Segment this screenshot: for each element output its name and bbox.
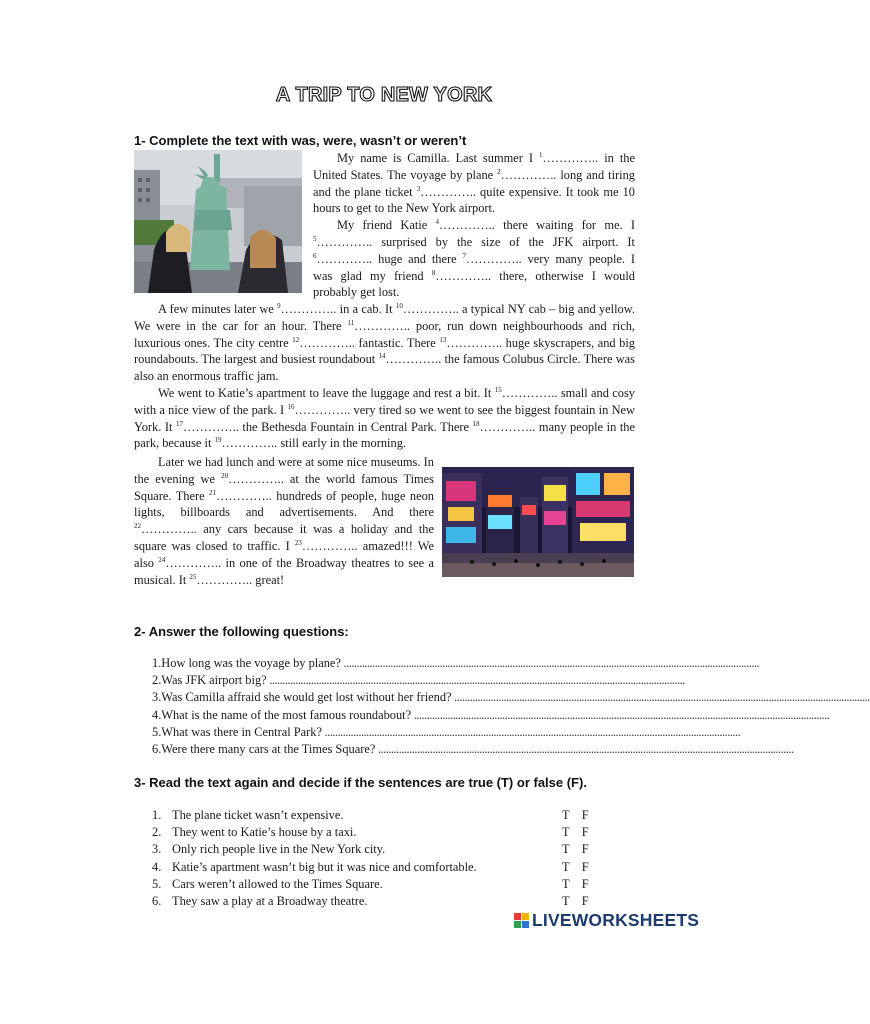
worksheet-title: A TRIP TO NEW YORK xyxy=(275,84,493,106)
answer-line[interactable]: ................................................................................................................................................................ xyxy=(321,724,741,739)
text-paragraph-3 xyxy=(134,454,434,588)
sentence-text: Katie’s apartment wasn’t big but it was nice and comfortable. xyxy=(172,859,477,874)
sentence-number: 1. xyxy=(152,808,162,823)
true-false-options[interactable]: T F xyxy=(562,842,589,857)
true-false-item xyxy=(152,824,602,841)
question-item xyxy=(152,741,794,758)
true-false-options[interactable]: T F xyxy=(562,894,589,909)
paragraph-katie-airport: My friend Katie $^4$………….. there waiting for me. I $^5$………….. surprised by the size of the JFK airport. It $^6$………….. huge and there $^7$………….. very many people. I was glad my friend $^8$………….. there, otherwise I would probably get lost. xyxy=(313,218,635,300)
question-text: What is the name of the most famous roundabout? xyxy=(161,707,412,722)
question-item xyxy=(152,724,741,741)
times-square-photo xyxy=(442,467,634,577)
liveworksheets-logo-icon xyxy=(514,913,529,928)
true-false-options[interactable]: T F xyxy=(562,825,589,840)
answer-line[interactable]: ................................................................................................................................................................ xyxy=(411,707,830,722)
sentence-number: 2. xyxy=(152,825,162,840)
sentence-number: 4. xyxy=(152,859,162,874)
sentence-text: They went to Katie’s house by a taxi. xyxy=(172,825,357,840)
true-false-options[interactable]: T F xyxy=(562,876,589,891)
liveworksheets-logo-text: LIVEWORKSHEETS xyxy=(532,910,700,930)
statue-of-liberty-image xyxy=(134,150,302,293)
true-false-list xyxy=(152,807,602,910)
paragraph-cab-ride: A few minutes later we $^9$………….. in a cab. It $^{10}$………….. a typical NY cab – big and yellow. We were in the car for an hour. There $^{11}$………….. poor, run down neighbourhoods and rich, luxurious ones. The city centre $^{12}$………….. fantastic. There $^{13}$………….. huge skyscrapers, and big roundabouts. The largest and busiest roundabout $^{14}$………….. the famous Colubus Circle. There was also an enormous traffic jam. xyxy=(134,301,635,384)
sentence-number: 5. xyxy=(152,876,162,891)
true-false-item xyxy=(152,807,602,824)
question-text: Were there many cars at the Times Square? xyxy=(161,742,376,757)
question-item xyxy=(152,672,685,689)
paragraph-times-square: Later we had lunch and were at some nice museums. In the evening we $^{20}$………….. at the world famous Times Square. There $^{21}$………….. hundreds of people, huge neon lights, billboards and advertisements. And there $^{22}$………….. any cars because it was a holiday and the square was closed to traffic. I $^{23}$………….. amazed!!! We also $^{24}$………….. in one of the Broadway theatres to see a musical. It $^{25}$………….. great! xyxy=(134,455,435,587)
question-item xyxy=(152,707,830,724)
question-number: 3. xyxy=(152,690,162,705)
question-text: Was JFK airport big? xyxy=(161,673,267,688)
question-number: 5. xyxy=(152,724,162,739)
true-false-options[interactable]: T F xyxy=(562,808,589,823)
answer-line[interactable]: ................................................................................................................................................................ xyxy=(340,656,760,671)
section3-heading: 3- Read the text again and decide if the sentences are true (T) or false (F). xyxy=(134,775,587,790)
sentence-text: They saw a play at a Broadway theatre. xyxy=(172,894,368,909)
true-false-item xyxy=(152,876,602,893)
true-false-item xyxy=(152,893,602,910)
question-number: 6. xyxy=(152,742,162,757)
sentence-text: The plane ticket wasn’t expensive. xyxy=(172,808,344,823)
sentence-number: 3. xyxy=(152,842,162,857)
question-item xyxy=(152,655,760,672)
question-text: What was there in Central Park? xyxy=(161,724,322,739)
question-number: 2. xyxy=(152,673,162,688)
text-paragraph-2 xyxy=(134,301,635,452)
sentence-text: Only rich people live in the New York city. xyxy=(172,842,386,857)
question-number: 1. xyxy=(152,656,162,671)
sentence-number: 6. xyxy=(152,894,162,909)
section1-heading: 1- Complete the text with was, were, wasn’t or weren’t xyxy=(134,133,467,148)
true-false-item xyxy=(152,859,602,876)
paragraph-apartment-park: We went to Katie’s apartment to leave the luggage and rest a bit. It $^{15}$………….. small and cosy with a nice view of the park. I $^{16}$………….. very tired so we went to see the biggest fountain in New York. It $^{17}$………….. the Bethesda Fountain in Central Park. There $^{18}$………….. many people in the park, because it $^{19}$………….. still early in the morning. xyxy=(134,385,635,451)
answer-line[interactable]: ................................................................................................................................................................ xyxy=(375,742,794,757)
statue-of-liberty-photo xyxy=(134,150,302,293)
question-number: 4. xyxy=(152,707,162,722)
sentence-text: Cars weren’t allowed to the Times Square. xyxy=(172,876,383,891)
times-square-image xyxy=(442,467,634,577)
question-text: How long was the voyage by plane? xyxy=(161,656,341,671)
text-paragraph-1 xyxy=(313,150,635,301)
true-false-item xyxy=(152,841,602,858)
answer-line[interactable]: ................................................................................................................................................................ xyxy=(266,673,685,688)
answer-line[interactable]: ................................................................................................................................................................ xyxy=(451,690,870,705)
question-text: Was Camilla affraid she would get lost without her friend? xyxy=(161,690,452,705)
true-false-options[interactable]: T F xyxy=(562,859,589,874)
section2-heading: 2- Answer the following questions: xyxy=(134,624,349,639)
paragraph-camilla-intro: My name is Camilla. Last summer I $^1$………….. in the United States. The voyage by plane $^2$………….. long and tiring and the plane ticket $^3$………….. quite expensive. It took me 10 hours to get to the New York airport. xyxy=(313,150,635,216)
questions-list xyxy=(152,655,870,758)
question-item xyxy=(152,689,870,706)
liveworksheets-logo xyxy=(514,910,699,931)
